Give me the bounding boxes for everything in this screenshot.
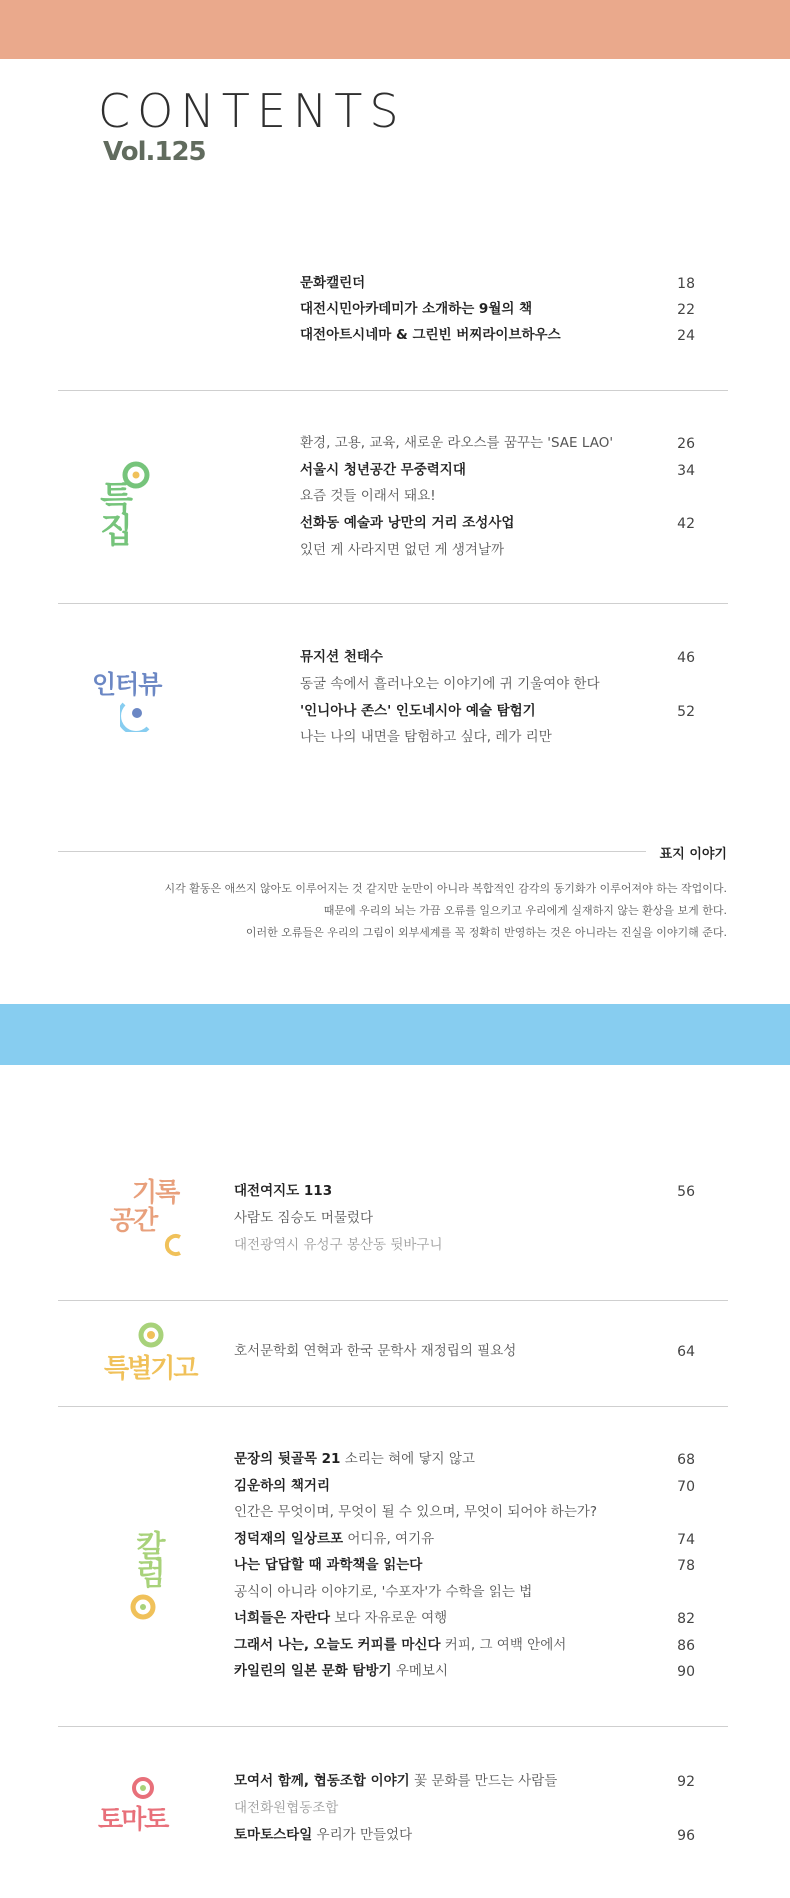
toc-entry[interactable]: 김운하의 책거리 (234, 1478, 330, 1494)
cover-story-line: 때문에 우리의 뇌는 가끔 오류를 일으키고 우리에게 실재하지 않는 환상을 보게 한다. (323, 904, 727, 917)
page-number: 96 (677, 1828, 695, 1844)
toc-entry[interactable]: 정덕재의 일상르포 어디유, 여기유 (234, 1531, 435, 1547)
page-number: 78 (677, 1558, 695, 1574)
toc-entry[interactable]: '인니아나 존스' 인도네시아 예술 탐험기 (300, 703, 536, 719)
interview-section-emblem (120, 698, 156, 732)
contribution-section-emblem (136, 1320, 166, 1350)
page-number: 64 (677, 1344, 695, 1360)
section-label-record-bottom: 공간 (110, 1206, 157, 1236)
page-title: CONTENTS (98, 84, 406, 138)
toc-entry[interactable]: 서울시 청년공간 무중력지대 (300, 462, 466, 478)
divider (58, 1300, 728, 1301)
middle-color-band (0, 1004, 790, 1065)
cover-story-line: 이러한 오류들은 우리의 그림이 외부세계를 꼭 정확히 반영하는 것은 아니라는 진실을 이야기해 준다. (245, 926, 727, 939)
page-number: 42 (677, 516, 695, 532)
page-number: 68 (677, 1452, 695, 1468)
toc-subtitle: 요즘 것들 이래서 돼요! (300, 488, 436, 504)
divider (58, 851, 658, 852)
page-number: 46 (677, 650, 695, 666)
divider (58, 390, 728, 391)
page-number: 52 (677, 704, 695, 720)
cover-story-line: 시각 활동은 애쓰지 않아도 이루어지는 것 같지만 눈만이 아니라 복합적인 감각의 동기화가 이루어져야 하는 작업이다. (164, 882, 727, 895)
toc-entry[interactable]: 대전여지도 113 (234, 1183, 333, 1199)
section-label-special: 특집 (93, 480, 133, 544)
toc-entry[interactable]: 대전시민아카데미가 소개하는 9월의 책 (300, 301, 533, 317)
toc-subtitle: 공식이 아니라 이야기로, '수포자'가 수학을 읽는 법 (234, 1584, 533, 1600)
toc-entry[interactable]: 모여서 함께, 협동조합 이야기 꽃 문화를 만드는 사람들 (234, 1773, 558, 1789)
toc-entry[interactable]: 문장의 뒷골목 21 소리는 혀에 닿지 않고 (234, 1451, 475, 1467)
toc-entry[interactable]: 환경, 고용, 교육, 새로운 라오스를 꿈꾸는 'SAE LAO' (300, 435, 614, 451)
section-label-tomato: 토마토 (98, 1805, 168, 1835)
column-section-emblem (128, 1592, 158, 1622)
toc-entry[interactable]: 문화캘린더 (300, 275, 366, 291)
page-number: 86 (677, 1638, 695, 1654)
page-number: 90 (677, 1664, 695, 1680)
toc-subtitle: 동굴 속에서 흘러나오는 이야기에 귀 기울여야 한다 (300, 676, 600, 692)
toc-subtitle: 나는 나의 내면을 탐험하고 싶다, 레가 리만 (300, 729, 552, 745)
divider (58, 1406, 728, 1407)
section-label-interview: 인터뷰 (92, 670, 162, 699)
section-label-column: 칼럼 (130, 1530, 165, 1586)
cover-story-title: 표지 이야기 (646, 843, 727, 862)
toc-entry[interactable]: 대전아트시네마 & 그린빈 버찌라이브하우스 (300, 327, 561, 343)
section-label-contribution: 특별기고 (104, 1354, 197, 1384)
toc-entry[interactable]: 카일린의 일본 문화 탐방기 우메보시 (234, 1663, 449, 1679)
page-number: 18 (677, 276, 695, 292)
page-number: 70 (677, 1479, 695, 1495)
toc-entry[interactable]: 그래서 나는, 오늘도 커피를 마신다 커피, 그 여백 안에서 (234, 1637, 567, 1653)
page-number: 92 (677, 1774, 695, 1790)
cover-story-text (87, 878, 727, 944)
toc-entry[interactable]: 뮤지션 천태수 (300, 649, 383, 665)
page-number: 82 (677, 1611, 695, 1627)
toc-subtitle: 사람도 짐승도 머물렀다 (234, 1210, 373, 1226)
page-number: 74 (677, 1532, 695, 1548)
toc-entry[interactable]: 호서문학회 연혁과 한국 문학사 재정립의 필요성 (234, 1343, 517, 1359)
top-color-band (0, 0, 790, 59)
divider (58, 1726, 728, 1727)
page-number: 22 (677, 302, 695, 318)
page-number: 56 (677, 1184, 695, 1200)
page-number: 26 (677, 436, 695, 452)
toc-subtitle: 있던 게 사라지면 없던 게 생겨날까 (300, 542, 505, 558)
page-number: 34 (677, 463, 695, 479)
tomato-section-emblem (130, 1775, 156, 1801)
toc-subtitle: 대전화원협동조합 (234, 1800, 339, 1816)
toc-location: 대전광역시 유성구 봉산동 뒷바구니 (234, 1237, 443, 1253)
toc-subtitle: 인간은 무엇이며, 무엇이 될 수 있으며, 무엇이 되어야 하는가? (234, 1504, 598, 1520)
toc-entry[interactable]: 선화동 예술과 낭만의 거리 조성사업 (300, 515, 515, 531)
toc-entry[interactable]: 나는 답답할 때 과학책을 읽는다 (234, 1557, 423, 1573)
toc-entry[interactable]: 토마토스타일 우리가 만들었다 (234, 1827, 413, 1843)
volume-number: Vol.125 (103, 137, 206, 167)
toc-entry[interactable]: 너희들은 자란다 보다 자유로운 여행 (234, 1610, 448, 1626)
section-label-record-top: 기록 (132, 1178, 179, 1208)
page-number: 24 (677, 328, 695, 344)
divider (58, 603, 728, 604)
record-section-emblem (160, 1232, 186, 1258)
